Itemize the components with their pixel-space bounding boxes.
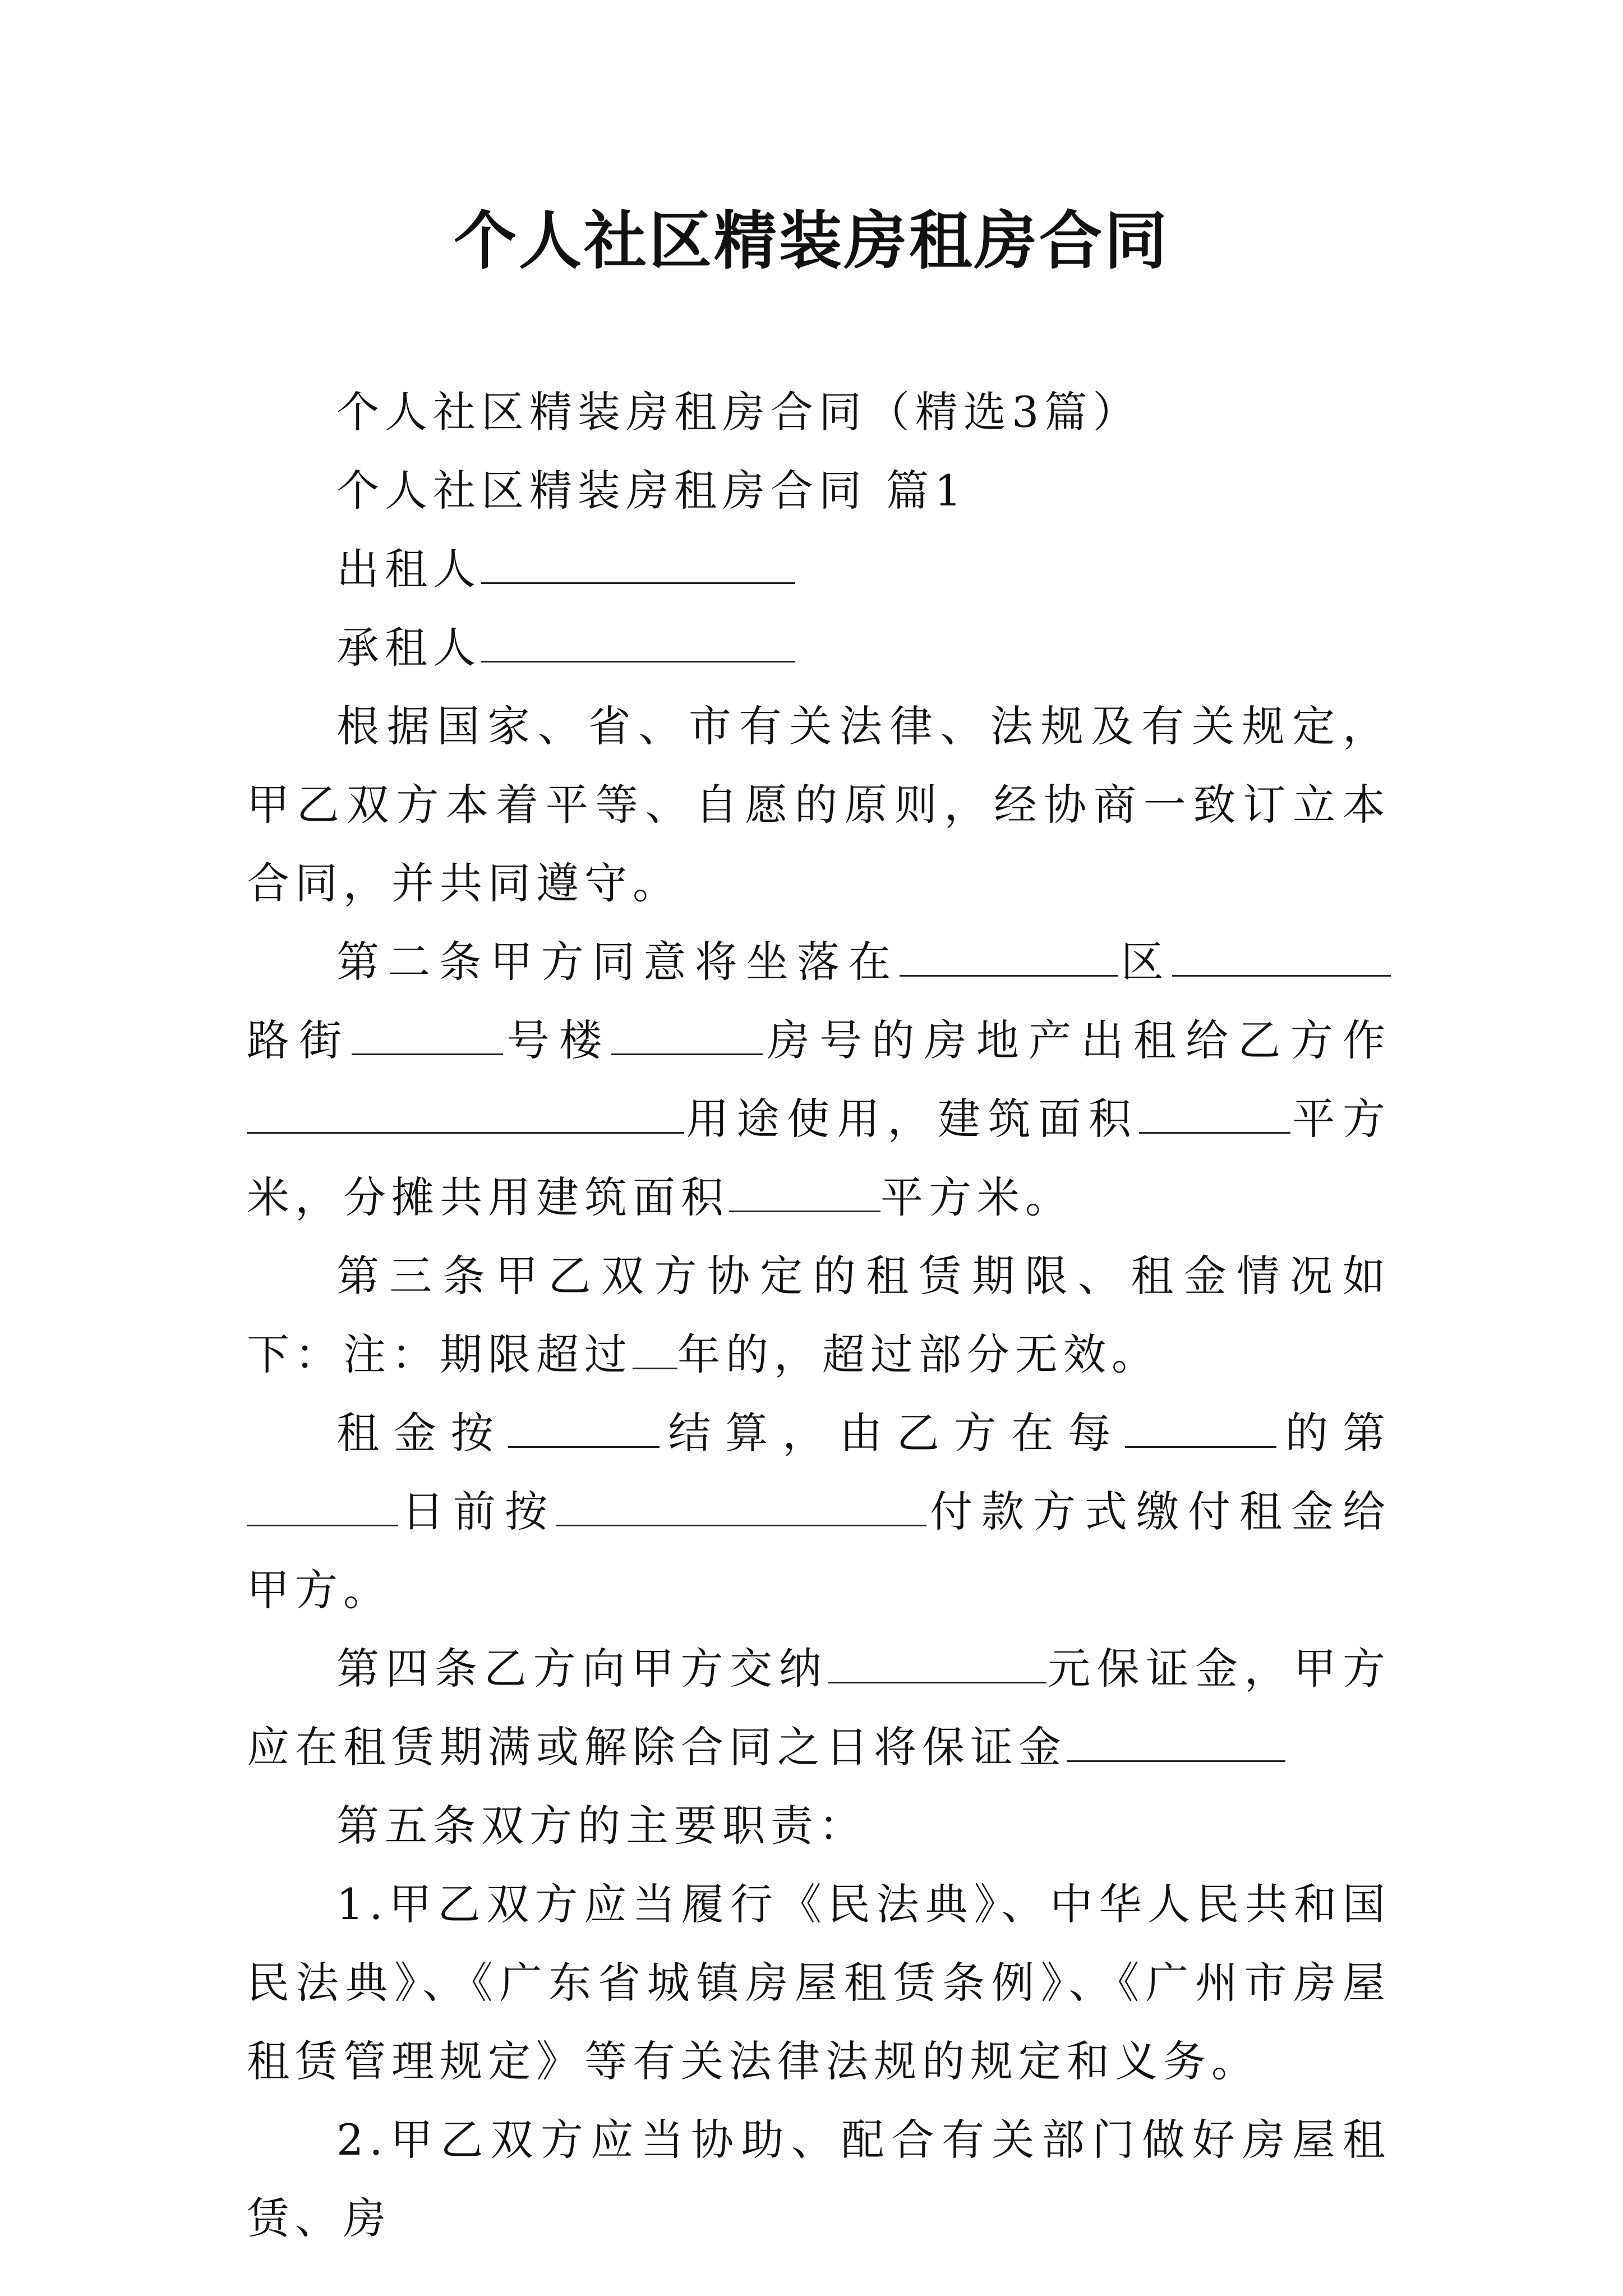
article-5-heading: 第五条双方的主要职责： [336, 1801, 867, 1851]
rent-text: 付款方式缴付租金给甲方。 [247, 1487, 1391, 1615]
article-4-paragraph [247, 1630, 1391, 1787]
rent-text: 租金按 [336, 1408, 508, 1458]
blank [1067, 1727, 1285, 1762]
article-2-text: 路街 [247, 1015, 352, 1065]
article-2-text: 平方米。 [880, 1172, 1073, 1222]
rent-text: 日前按 [398, 1487, 556, 1536]
article-2-text: 第二条甲方同意将坐落在 [336, 937, 900, 987]
article-3-paragraph [247, 1237, 1391, 1394]
article-2-text: 平方米，分摊共用建筑面积 [247, 1094, 1391, 1222]
section-heading: 个人社区精装房租房合同 篇1 [336, 466, 967, 516]
article-4-text: 元保证金，甲方应在租赁期满或解除合同之日将保证金 [247, 1644, 1391, 1772]
article-3-text: 第三条甲乙双方协定的租赁期限、租金情况如下：注：期限超过 [247, 1251, 1391, 1379]
blank [247, 1491, 398, 1526]
blank [611, 1020, 763, 1055]
blank [1172, 941, 1391, 977]
blank [247, 1098, 684, 1134]
article-2-text: 房号的房地产出租给乙方作 [763, 1015, 1391, 1065]
lessor-label: 出租人 [336, 544, 481, 594]
subtitle: 个人社区精装房租房合同（精选3篇） [336, 387, 1141, 437]
blank [352, 1020, 503, 1055]
article-2-text: 区 [1118, 937, 1173, 987]
article-2-paragraph [247, 923, 1391, 1237]
preamble-paragraph: 根据国家、省、市有关法律、法规及有关规定，甲乙双方本着平等、自愿的原则，经协商一致订立本合同，并共同遵守。 [247, 701, 1391, 908]
page-title: 个人社区精装房租房合同 [454, 204, 1169, 278]
rent-text: 的第 [1276, 1408, 1391, 1458]
article-5-item-2: 2.甲乙双方应当协助、配合有关部门做好房屋租赁、房 [247, 2115, 1391, 2243]
lessee-label: 承租人 [336, 623, 481, 673]
blank [633, 1334, 677, 1369]
article-2-text: 号楼 [502, 1015, 612, 1065]
article-2-text: 用途使用，建筑面积 [684, 1094, 1139, 1144]
document-body [247, 373, 1391, 2258]
lessee-blank [481, 627, 795, 662]
blank [1125, 1412, 1276, 1448]
blank [556, 1491, 926, 1526]
lessee-line [247, 609, 1391, 687]
rent-paragraph [247, 1394, 1391, 1630]
article-3-text: 年的，超过部分无效。 [677, 1329, 1160, 1379]
lessor-blank [481, 549, 795, 584]
blank [828, 1648, 1046, 1683]
blank [1139, 1098, 1290, 1134]
rent-text: 结算，由乙方在每 [659, 1408, 1126, 1458]
article-5-item-1: 1.甲乙双方应当履行《民法典》、中华人民共和国民法典》、《广东省城镇房屋租赁条例》、《广州市房屋租赁管理规定》等有关法律法规的规定和义务。 [247, 1879, 1391, 2086]
article-4-text: 第四条乙方向甲方交纳 [336, 1644, 828, 1694]
blank [508, 1412, 660, 1448]
lessor-line [247, 530, 1391, 609]
blank [900, 941, 1118, 977]
blank [729, 1177, 880, 1212]
